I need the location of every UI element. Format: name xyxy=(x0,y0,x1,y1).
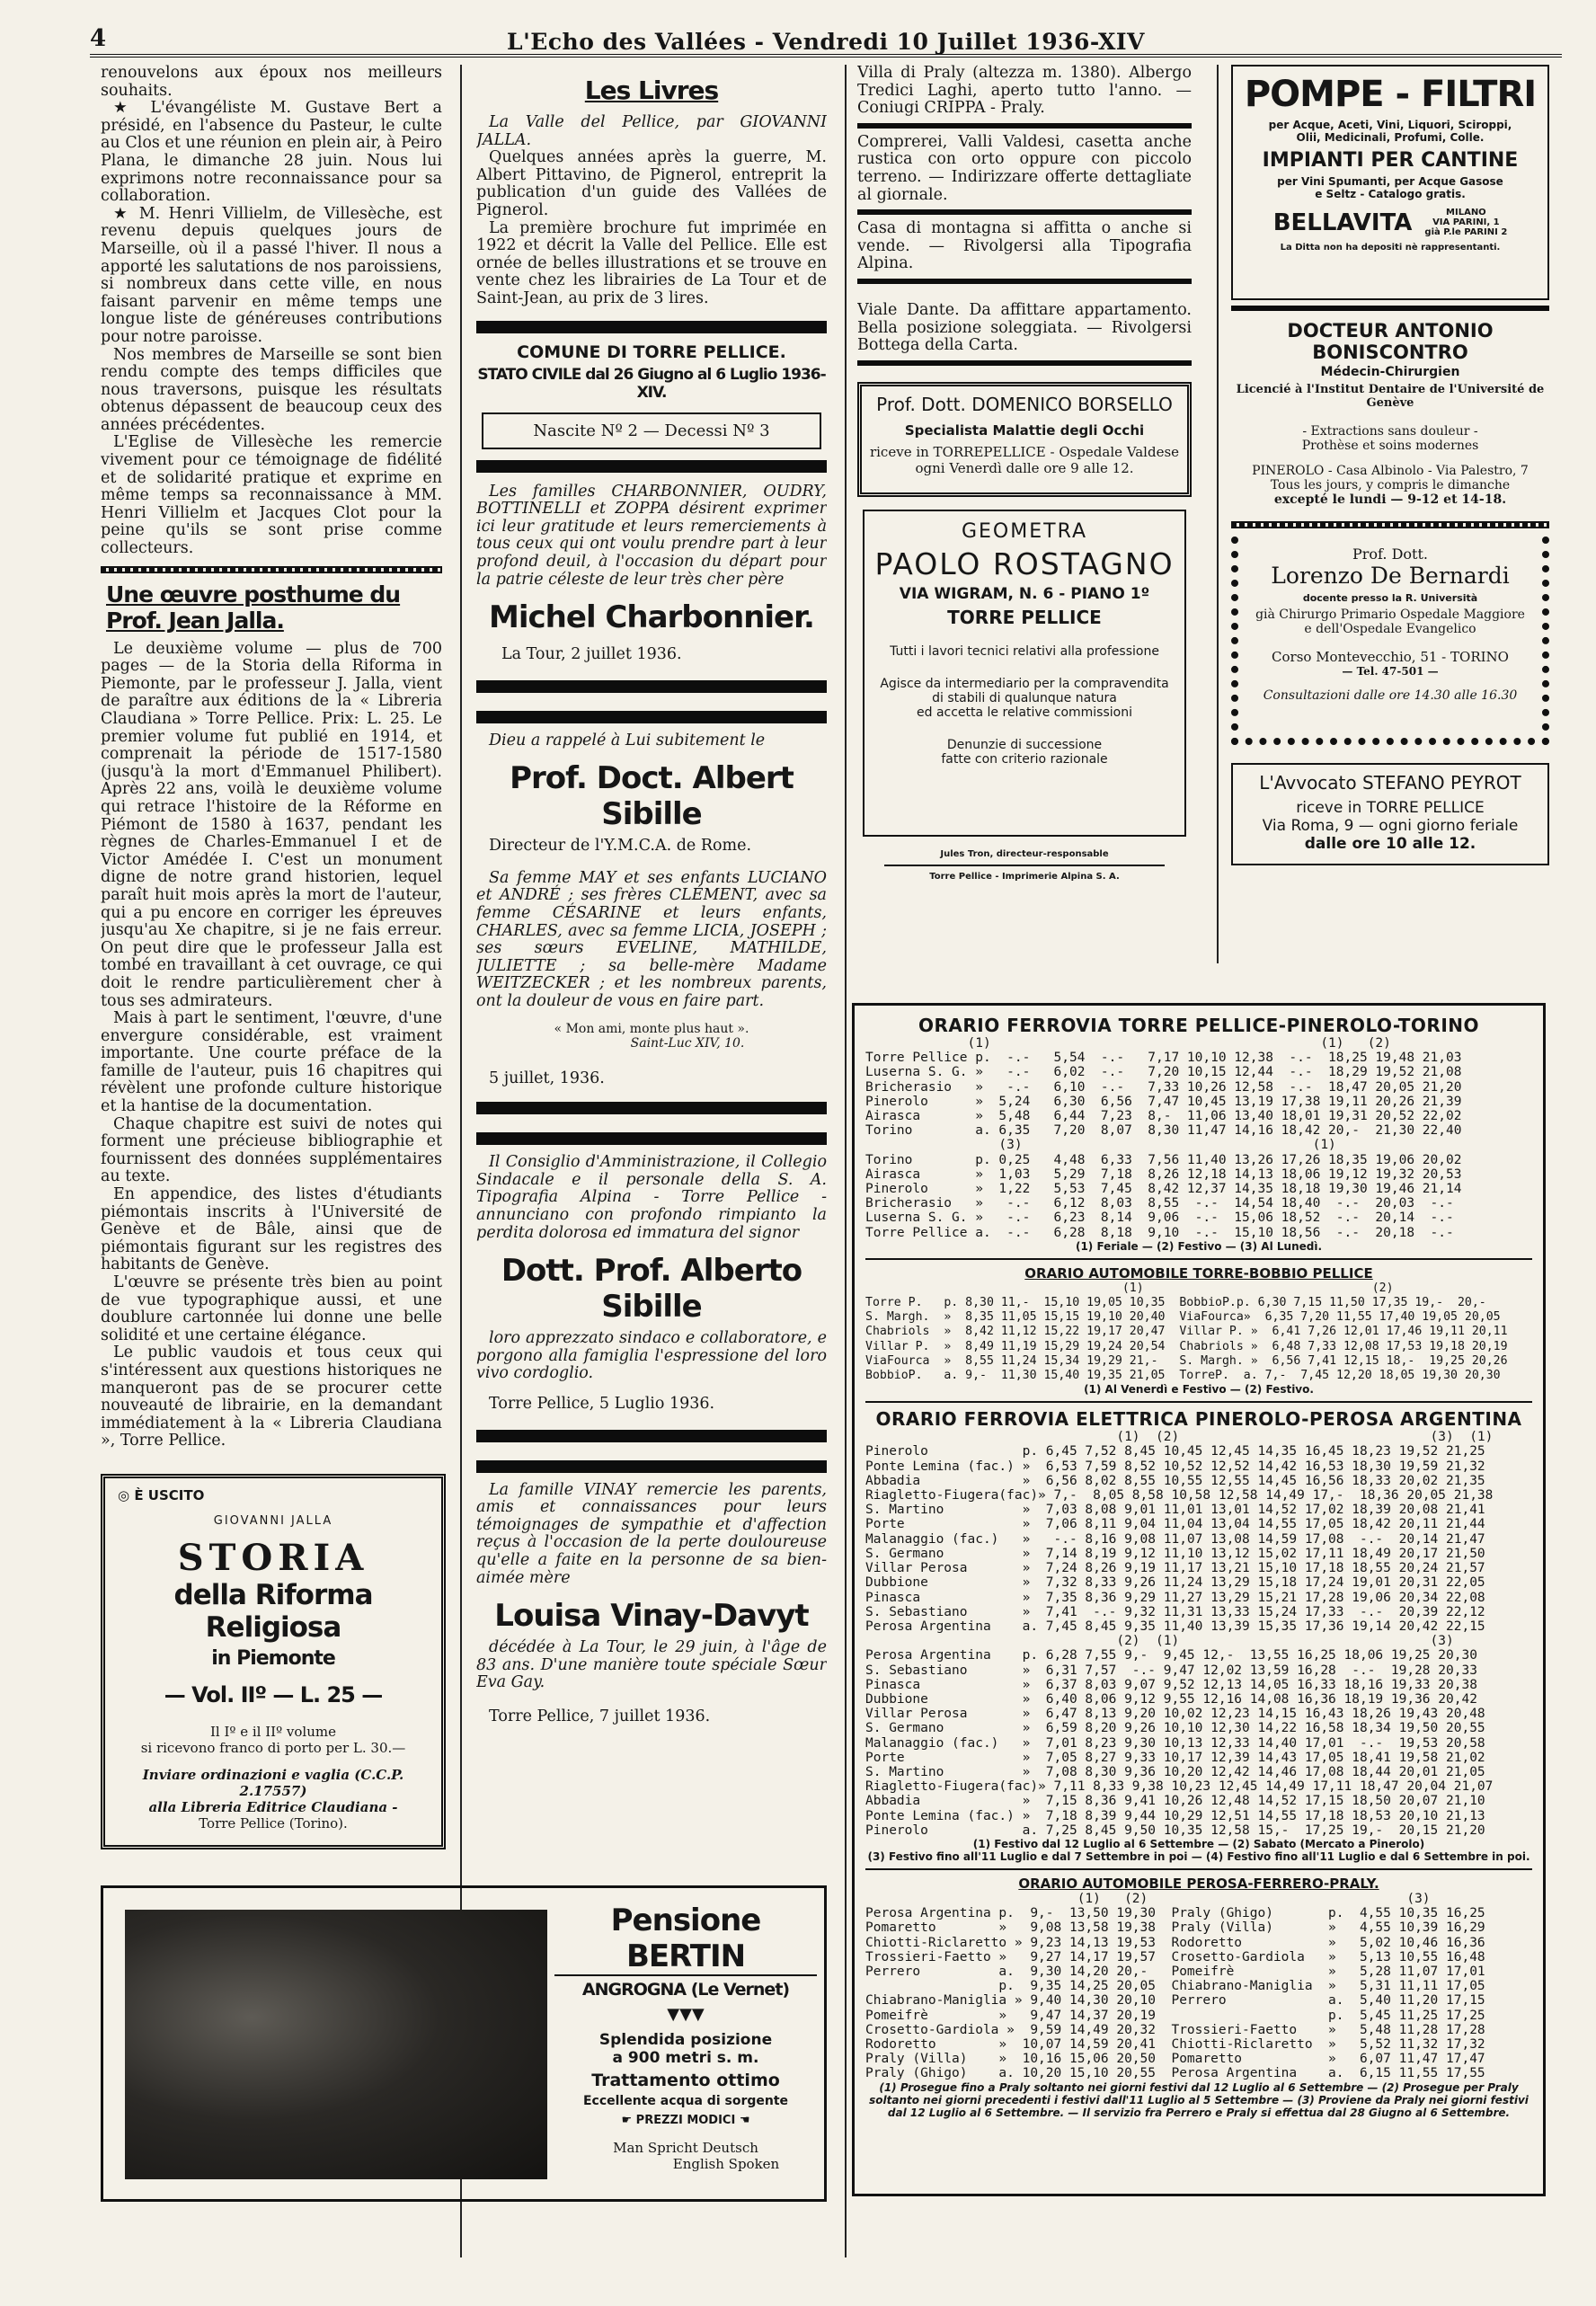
obituary-date: 5 juillet, 1936. xyxy=(489,1069,605,1087)
classified-ad: Viale Dante. Da affittare appartamento. Bella posizione soleggiata. — Rivolgersi Bottega della Carta. xyxy=(857,300,1192,355)
ad-text xyxy=(547,1888,824,2199)
ad-line: Tous les jours, y compris le dimanche xyxy=(1270,478,1511,492)
ad-borsello xyxy=(857,382,1192,497)
obituary-text: Il Consiglio d'Amministrazione, il Collegio Sindacale e il personale della S. A. Tipografia Alpina - Torre Pellice - annunciano con profondo rimpianto la perdita dolorosa ed immatura del signor xyxy=(476,1153,827,1242)
timetable-row: S. Sebastiano » 7,41 -.- 9,32 11,31 13,33 15,24 17,33 -.- 20,39 22,12 xyxy=(865,1604,1485,1619)
timetable-note: (1) Al Venerdì e Festivo — (2) Festivo. xyxy=(1084,1383,1314,1397)
ad-line: già Chirurgo Primario Ospedale Maggiore xyxy=(1255,608,1525,622)
obituary-intro: Dieu a rappelé à Lui subitement le xyxy=(489,731,766,749)
ad-title: Pensione BERTIN xyxy=(554,1902,817,1976)
timetable-row: Chabriols » 8,42 11,12 15,22 19,17 20,47 Villar P. » 6,41 7,26 12,01 17,46 19,11 20,11 xyxy=(865,1325,1508,1339)
separator xyxy=(857,209,1192,215)
separator xyxy=(476,1102,827,1114)
timetable-row: Ponte Lemina (fac.) » 6,53 7,59 8,52 10,52 12,52 14,42 16,53 18,30 19,59 21,32 xyxy=(865,1459,1485,1474)
timetable-row: ViaFourca » 8,55 11,24 15,34 19,29 21,- S. Margh. » 6,56 7,41 12,15 18,- 19,25 20,26 xyxy=(865,1353,1508,1368)
ad-line: Splendida posizione xyxy=(598,2031,773,2049)
timetable-row: Perosa Argentina p. 9,- 13,50 19,30 Praly (Ghigo) p. 4,55 10,35 16,25 xyxy=(865,1906,1485,1921)
obituary-text: loro apprezzato sindaco e collaboratore, e porgono alla famiglia l'espressione del loro vivo cordoglio. xyxy=(476,1329,827,1383)
timetable-row: Pomaretto » 9,08 13,58 19,38 Praly (Villa) » 4,55 10,39 16,29 xyxy=(865,1920,1485,1936)
timetable-note: (1) Prosegue fino a Praly soltanto nei giorni festivi dal 12 Luglio al 6 Settembre — (2) Prosegue per Praly soltanto nei giorni precedenti i festivi dall'11 Luglio al 5 Settembre — (3) Proviene da Praly nei giorni festivi dal 12 Luglio al 6 Settembre. — Il servizio fra Perrero e Praly si effettua dal 28 Giugno al 6 Settembre. xyxy=(869,2080,1529,2119)
paragraph: En appendice, des listes d'étudiants piémontais inscrits à l'Université de Genève et de Bâle, ainsi que de piémontais figurant sur les registres des habitants de Genève. xyxy=(101,1185,442,1274)
obituary-text: La famille VINAY remercie les parents, amis et connaissances pour leurs témoignages de sympathie et d'affection reçus à l'occasion de la perte douloureuse qu'elle a faite en la personne de sa bien-aimée mère xyxy=(476,1480,827,1587)
ad-icon: ◎ xyxy=(118,1487,135,1503)
ad-line: Prothèse et soins modernes xyxy=(1301,439,1479,453)
ad-rostagno xyxy=(863,510,1186,837)
ad-title: Prof. Dott. xyxy=(1352,545,1428,563)
timetable-title: ORARIO AUTOMOBILE TORRE-BOBBIO PELLICE xyxy=(1024,1264,1373,1282)
ad-line: ed accetta le relative commissioni xyxy=(917,705,1132,720)
timetable-row: Rodoretto » 10,07 14,59 20,41 Chiotti-Riclaretto » 5,52 11,32 17,32 xyxy=(865,2036,1485,2052)
ad-de-bernardi xyxy=(1231,537,1549,745)
timetable-row: Malanaggio (fac.) » -.- 8,16 9,08 11,07 13,08 14,59 17,08 -.- 20,14 21,47 xyxy=(865,1531,1485,1547)
paragraph: ★ M. Henri Villielm, de Villesèche, est revenu depuis quelques jours de Marseille, où il a passé l'hiver. Il nous a apporté les salutations de nos paroissiens, si nombreux dans cette ville, en nous faisant parvenir en même temps une longue liste de généreuses contributions pour notre paroisse. xyxy=(101,204,442,346)
paragraph: Le public vaudois et tous ceux qui s'intéressent aux questions historiques ne manqueront pas de se procurer cette nouveauté de librairie, en la demandant immédiatement à la « Libreria Claudiana », Torre Pellice. xyxy=(101,1344,442,1450)
timetable-row: Pinerolo » 5,24 6,30 6,56 7,47 10,45 13,19 17,38 19,11 20,26 21,39 xyxy=(865,1094,1462,1109)
ad-line: Denunzie di successione xyxy=(946,737,1103,752)
ad-line: dalle ore 10 alle 12. xyxy=(1304,835,1476,853)
section-title: Les Livres xyxy=(584,75,719,105)
timetable-row: (2) (1) (3) xyxy=(865,1634,1454,1649)
timetable-row: Crosetto-Gardiola » 9,59 14,49 20,32 Trossieri-Faetto » 5,48 11,28 17,28 xyxy=(865,2022,1485,2037)
ad-title: GEOMETRA xyxy=(961,519,1088,543)
obituary-date: Torre Pellice, 7 juillet 1936. xyxy=(489,1707,711,1725)
ad-line: di stabili di qualunque natura xyxy=(932,690,1117,705)
paragraph: renouvelons aux époux nos meilleurs souhaits. xyxy=(101,65,442,100)
ad-line: La Ditta non ha depositi nè rappresentanti. xyxy=(1280,243,1501,253)
obituary-quote: « Mon ami, monte plus haut ». xyxy=(554,1021,749,1036)
timetable-row: Airasca » 5,48 6,44 7,23 8,- 11,06 13,40 18,01 19,31 20,52 22,02 xyxy=(865,1109,1462,1124)
ad-name: PAOLO ROSTAGNO xyxy=(874,545,1175,581)
timetable-row: Perosa Argentina a. 7,45 8,45 9,35 11,40 13,39 15,35 17,36 19,14 20,42 22,15 xyxy=(865,1619,1485,1634)
timetable-row: Torre Pellice p. -.- 5,54 -.- 7,17 10,10 12,38 -.- 18,25 19,48 21,03 xyxy=(865,1051,1462,1066)
stato-civile: STATO CIVILE dal 26 Giugno al 6 Luglio 1936-XIV. xyxy=(477,365,826,402)
timetable-row: Luserna S. G. » -.- 6,02 -.- 7,20 10,15 12,44 -.- 18,29 19,52 21,08 xyxy=(865,1065,1462,1080)
column-rule xyxy=(1217,65,1219,963)
ad-title: STORIA xyxy=(177,1537,369,1579)
paragraph: La Valle del Pellice, par GIOVANNI JALLA. xyxy=(476,113,827,149)
paragraph: L'Eglise de Villesèche les remercie vivement pour ce témoignage de fidélité et de solidarité pratique et exprime en même temps sa reconnaissance à MM. Henri Villielm et Jacques Clot pour la peine qu'ils se sont prise comme collecteurs. xyxy=(101,433,442,558)
ad-line: — Tel. 47-501 — xyxy=(1342,665,1439,678)
obituary-name: Prof. Doct. Albert Sibille xyxy=(510,760,794,833)
separator xyxy=(1231,521,1549,528)
classified-ad: Casa di montagna si affitta o anche si vende. — Rivolgersi alla Tipografia Alpina. xyxy=(857,219,1192,273)
ad-line: a 900 metri s. m. xyxy=(612,2049,759,2067)
timetable-row: Chiotti-Riclaretto » 9,23 14,13 19,53 Rodoretto » 5,02 10,46 16,36 xyxy=(865,1935,1485,1950)
obituary-text: Sa femme MAY et ses enfants LUCIANO et ANDRÉ ; ses frères CLÉMENT, avec sa femme CÉSARINE et leurs enfants, CHARLES, avec sa femme LICIA, JOSEPH ; ses sœurs EVELINE, MATHILDE, JULIETTE ; sa belle-mère Madame WEITZECKER ; et les nombreux parents, ont la douleur de vous en faire part. xyxy=(476,868,827,1011)
paragraph: L'œuvre se présente très bien au point de vue typographique aussi, et une doublure cartonnée lui donne une belle solidité et une certaine élégance. xyxy=(101,1273,442,1344)
timetable-row: Bricherasio » -.- 6,12 8,03 8,55 -.- 14,54 18,40 -.- 20,03 -.- xyxy=(865,1196,1454,1211)
ad-line: ogni Venerdì dalle ore 9 alle 12. xyxy=(915,459,1134,476)
column-4 xyxy=(1231,65,1549,963)
obituary-ref: Saint-Luc XIV, 10. xyxy=(630,1035,745,1051)
timetable-title: ORARIO FERROVIA ELETTRICA PINEROLO-PEROSA ARGENTINA xyxy=(875,1408,1522,1431)
paragraph: Le deuxième volume — plus de 700 pages — de la Storia della Riforma in Piemonte, par le professeur J. Jalla, vient de paraître aux éditions de la « Libreria Claudiana » Torre Pellice. Prix: L. 25. Le premier volume fut publié en 1914, et comprenait la période de 1517-1580 (jusqu'à la mort d'Emmanuel Philibert). Après 22 ans, voilà le deuxième volume qui retrace l'histoire de la Réforme en Piémont de 1580 à 1637, pendant les règnes de Charles-Emmanuel I et de Victor Amédée I. C'est un monument digne de notre grand historien, lequel paraît huit mois après la mort de l'auteur, qui a pu encore en corriger les épreuves jusqu'au Xe chapitre, si je ne fais erreur. On peut dire que le professeur Jalla est tombé en travaillant à cet ouvrage, ce qui doit le rendre particulièrement cher à tous ses admirateurs. xyxy=(101,639,442,1010)
comune-title: COMUNE DI TORRE PELLICE. xyxy=(517,341,786,362)
imprint: Torre Pellice - Imprimerie Alpina S. A. xyxy=(929,871,1120,882)
timetable-row: Airasca » 1,03 5,29 7,18 8,26 12,18 14,13 18,06 19,12 19,32 20,53 xyxy=(865,1166,1462,1182)
separator xyxy=(857,279,1192,284)
imprint: Jules Tron, directeur-responsable xyxy=(940,848,1109,859)
timetable-row: Dubbione » 6,40 8,06 9,12 9,55 12,16 14,08 16,36 18,19 19,36 20,42 xyxy=(865,1691,1477,1707)
ad-line: si ricevono franco di porto per L. 30.— xyxy=(140,1740,406,1756)
brand-name: BELLAVITA xyxy=(1272,208,1413,236)
timetable-row: Villar P. » 8,49 11,19 15,29 19,24 20,54 Chabriols » 6,48 7,33 12,08 17,53 19,18 20,19 xyxy=(865,1339,1508,1353)
timetable-row: Dubbione » 7,32 8,33 9,26 11,24 13,29 15,18 17,24 19,01 20,31 22,05 xyxy=(865,1575,1485,1591)
masthead: L'Echo des Vallées - Vendredi 10 Juillet 1936-XIV xyxy=(507,29,1145,55)
separator xyxy=(857,360,1192,366)
ad-line: IMPIANTI PER CANTINE xyxy=(1262,149,1519,172)
births-deaths-box: Nascite Nº 2 — Decessi Nº 3 xyxy=(482,412,821,449)
timetable-row: Torre P. p. 8,30 11,- 15,10 19,05 10,35 BobbioP.p. 6,30 7,15 11,50 17,35 19,- 20,- xyxy=(865,1296,1486,1310)
separator xyxy=(865,1868,1532,1870)
paragraph: Chaque chapitre est suivi de notes qui forment une précieuse bibliographie et fournissent des données supplémentaires au texte. xyxy=(101,1114,442,1186)
ad-line: Olii, Medicinali, Profumi, Colle. xyxy=(1296,131,1485,144)
ad-line: per Acque, Aceti, Vini, Liquori, Sciroppi, xyxy=(1268,119,1512,131)
ad-line: riceve in TORREPELLICE - Ospedale Valdese xyxy=(869,443,1180,460)
ad-storia-riforma xyxy=(101,1474,446,1849)
paragraph: Nos membres de Marseille se sont bien rendu compte des temps difficiles que nous traversons, puisque les résultats obtenus dépassent de beaucoup ceux des années précédentes. xyxy=(101,345,442,434)
separator xyxy=(476,321,827,333)
separator xyxy=(476,460,827,473)
timetable-row: (1) (2) xyxy=(865,1281,1394,1295)
timetable-row: Torino p. 0,25 4,48 6,33 7,56 11,40 13,26 17,26 18,35 19,06 20,02 xyxy=(865,1152,1462,1167)
timetable-row: Pinasca » 7,35 8,36 9,29 11,27 13,29 15,21 17,28 19,06 20,34 22,08 xyxy=(865,1590,1485,1605)
paragraph: ★ L'évangéliste M. Gustave Bert a présidé, en l'absence du Pasteur, le culte au Clos et une réunion en plein air, à Peiro Plana, le dimanche 28 juin. Nous lui exprimons notre reconnaissance pour sa collaboration. xyxy=(101,99,442,206)
timetable-row: Villar Perosa » 6,47 8,13 9,20 10,02 12,23 14,15 16,43 18,26 19,43 20,48 xyxy=(865,1707,1485,1722)
ad-line: Médecin-Chirurgien xyxy=(1320,365,1460,379)
ad-line: alla Libreria Editrice Claudiana - xyxy=(148,1799,398,1815)
ad-bonisconti xyxy=(1231,316,1549,510)
ad-line: Man Spricht Deutsch xyxy=(613,2140,758,2156)
timetable-row: (1) (2) (3) (1) xyxy=(865,1430,1494,1445)
obituary-date: Torre Pellice, 5 Luglio 1936. xyxy=(489,1394,715,1413)
timetable-row: Villar Perosa » 7,24 8,26 9,19 11,17 13,21 15,10 17,18 18,55 20,24 21,57 xyxy=(865,1561,1485,1576)
ad-line: English Spoken xyxy=(672,2156,780,2172)
timetable-row: Porte » 7,06 8,11 9,04 11,04 13,04 14,55 17,05 18,42 20,11 21,44 xyxy=(865,1517,1485,1532)
timetable-row: S. Martino » 7,08 8,30 9,36 10,20 12,42 14,46 17,08 18,44 20,01 21,05 xyxy=(865,1764,1485,1779)
timetable-row: Pinerolo » 1,22 5,53 7,45 8,42 12,37 14,35 18,18 19,30 19,46 21,14 xyxy=(865,1182,1462,1197)
separator xyxy=(857,123,1192,129)
classified-ad: Comprerei, Valli Valdesi, casetta anche rustica con orto oppure con piccolo terreno. — Indirizzare offerte dettagliate al giornale. xyxy=(857,132,1192,204)
separator xyxy=(476,1460,827,1473)
column-rule xyxy=(845,65,847,2257)
ad-name: Prof. Dott. DOMENICO BORSELLO xyxy=(876,393,1173,415)
paragraph: La première brochure fut imprimée en 1922 et décrit la Valle del Pellice. Elle est ornée de belles illustrations et se trouve en vente chez les librairies de La Tour et de Saint-Jean, au prix de 3 lires. xyxy=(476,218,827,307)
ad-line: Via Roma, 9 — ogni giorno feriale xyxy=(1262,817,1519,835)
ad-volume: — Vol. IIº — L. 25 — xyxy=(164,1682,383,1707)
timetable-row: Riagletto-Fiugera(fac)» 7,- 8,05 8,58 10,58 12,58 14,49 17,- 18,36 20,05 21,38 xyxy=(865,1488,1494,1503)
timetable-bus-praly xyxy=(865,1892,1532,2081)
brand-address: MILANO VIA PARINI, 1 già P.le PARINI 2 xyxy=(1424,208,1508,237)
timetable-bus-bobbio xyxy=(865,1282,1532,1383)
obituary-text: Les familles CHARBONNIER, OUDRY, BOTTINELLI et ZOPPA désirent exprimer ici leur gratitude et leurs remerciements à tous ceux qui ont voulu prendre part à leur profond deuil, à l'occasion du départ pour la patrie céleste de leur très cher père xyxy=(476,482,827,589)
ad-name: Lorenzo De Bernardi xyxy=(1271,563,1510,589)
timetable-row: Chiabrano-Maniglia » 9,40 14,30 20,10 Perrero a. 5,40 11,20 17,15 xyxy=(865,1993,1485,2009)
ad-line: Agisce da intermediario per la compravendita xyxy=(880,676,1169,691)
page-number: 4 xyxy=(90,25,107,52)
ad-line: Consultazioni dalle ore 14.30 alle 16.30 xyxy=(1263,688,1518,703)
separator xyxy=(1231,306,1549,311)
timetable-row: Pinerolo p. 6,45 7,52 8,45 10,45 12,45 14,35 16,45 18,23 19,52 21,25 xyxy=(865,1444,1485,1459)
ad-line: Specialista Malattie degli Occhi xyxy=(904,421,1145,439)
column-2 xyxy=(476,65,827,1889)
timetable-row: Trossieri-Faetto » 9,27 14,17 19,57 Crosetto-Gardiola » 5,13 10,55 16,48 xyxy=(865,1949,1485,1965)
separator xyxy=(476,1430,827,1442)
ad-line: ANGROGNA (Le Vernet) xyxy=(581,1980,790,2000)
timetable-row: (1) (1) (2) xyxy=(865,1036,1391,1051)
ad-line: PINEROLO - Casa Albinolo - Via Palestro, 7 xyxy=(1252,464,1529,478)
ad-line: fatte con criterio razionale xyxy=(941,751,1108,767)
ad-line: ☛ PREZZI MODICI ☚ xyxy=(621,2114,750,2127)
ad-line: Tutti i lavori tecnici relativi alla professione xyxy=(890,643,1159,659)
timetable-note: (3) Festivo fino all'11 Luglio e dal 7 Settembre in poi — (4) Festivo fino all'11 Luglio e dal 6 Settembre in poi. xyxy=(867,1849,1530,1863)
ad-line: Licencié à l'Institut Dentaire de l'Université de Genève xyxy=(1236,383,1545,410)
timetable-row: S. Germano » 7,14 8,19 9,12 11,10 13,12 15,02 17,11 18,49 20,17 21,50 xyxy=(865,1546,1485,1561)
timetable-row: Praly (Ghigo) a. 10,20 15,10 20,55 Perosa Argentina a. 6,15 11,55 17,55 xyxy=(865,2066,1485,2081)
obituary-text: décédée à La Tour, le 29 juin, à l'âge de 83 ans. D'une manière toute spéciale Sœur Eva Gay. xyxy=(476,1638,827,1692)
timetable-row: Praly (Villa) » 10,16 15,06 20,50 Pomaretto » 6,07 11,47 17,47 xyxy=(865,2052,1485,2067)
article-title: Une œuvre posthume du Prof. Jean Jalla. xyxy=(106,581,401,634)
timetable-row: Abbadia » 6,56 8,02 8,55 10,55 12,55 14,45 16,56 18,33 20,02 21,35 xyxy=(865,1473,1485,1488)
timetable-row: Abbadia » 7,15 8,36 9,41 10,26 12,48 14,52 17,15 18,50 20,07 21,10 xyxy=(865,1794,1485,1809)
timetable-row: Perrero a. 9,30 14,20 20,- Pomeifrè » 5,28 11,07 17,01 xyxy=(865,1964,1485,1979)
timetable-row: (3) (1) xyxy=(865,1138,1336,1153)
timetable-train-torre-pinerolo xyxy=(865,1036,1532,1240)
ad-subtitle: della Riforma Religiosa xyxy=(173,1579,373,1644)
ad-line: VIA WIGRAM, N. 6 - PIANO 1º xyxy=(899,584,1150,603)
obituary-date: La Tour, 2 juillet 1936. xyxy=(501,645,682,664)
timetable-row: Luserna S. G. » -.- 6,23 8,14 9,06 -.- 15,06 18,52 -.- 20,14 -.- xyxy=(865,1211,1454,1226)
timetable-row: (1) (2) (3) xyxy=(865,1891,1431,1906)
ad-name: DOCTEUR ANTONIO BONISCONTRO xyxy=(1287,320,1494,363)
timetable-row: Torino a. 6,35 7,20 8,07 8,30 11,47 14,16 18,42 20,- 21,30 22,40 xyxy=(865,1123,1462,1139)
ad-line: docente presso la R. Università xyxy=(1302,592,1478,604)
ad-tag: ◎ È USCITO xyxy=(118,1487,205,1503)
ad-pompe-filtri xyxy=(1231,65,1549,300)
ad-author: GIOVANNI JALLA xyxy=(213,1514,333,1528)
column-1 xyxy=(101,65,442,1467)
timetable-row: Perosa Argentina p. 6,28 7,55 9,- 9,45 12,- 13,55 16,25 18,06 19,25 20,30 xyxy=(865,1648,1477,1663)
obituary-role: Directeur de l'Y.M.C.A. de Rome. xyxy=(489,837,752,856)
ad-title: POMPE - FILTRI xyxy=(1244,74,1537,115)
timetable-row: S. Sebastiano » 6,31 7,57 -.- 9,47 12,02 13,59 16,28 -.- 19,28 20,33 xyxy=(865,1663,1477,1678)
separator xyxy=(101,566,442,573)
timetable-row: Malanaggio (fac.) » 7,01 8,23 9,30 10,13 12,33 14,40 17,01 -.- 19,53 20,58 xyxy=(865,1735,1485,1751)
ad-line: Il Iº e il IIº volume xyxy=(210,1724,336,1740)
timetable-row: Bricherasio » -.- 6,10 -.- 7,33 10,26 12,58 -.- 18,47 20,05 21,20 xyxy=(865,1079,1462,1095)
timetable-train-perosa xyxy=(865,1430,1532,1838)
ornament-icon: ▼▼▼ xyxy=(667,2005,705,2024)
ad-bellavita xyxy=(1237,208,1544,237)
ad-peyrot xyxy=(1231,763,1549,865)
page-header xyxy=(90,23,1562,58)
timetable-row: S. Margh. » 8,35 11,05 15,15 19,10 20,40 ViaFourca» 6,35 7,20 11,55 17,40 19,05 20,05 xyxy=(865,1310,1501,1325)
paragraph: Mais à part le sentiment, l'œuvre, d'une envergure considérable, est vraiment importante. Une courte préface de la famille de l'auteur, puis 16 chapitres qui révèlent une profonde culture historique et la hantise de la documentation. xyxy=(101,1009,442,1116)
timetable-note: (1) Festivo dal 12 Luglio al 6 Settembre — (2) Sabato (Mercato a Pinerolo) xyxy=(972,1837,1425,1850)
timetable-row: p. 9,35 14,25 20,05 Chiabrano-Maniglia » 5,31 11,11 17,05 xyxy=(865,1979,1485,1994)
timetable-row: BobbioP. a. 9,- 11,30 15,40 19,35 21,05 TorreP. a. 7,- 7,45 12,20 18,05 19,30 20,30 xyxy=(865,1369,1501,1383)
timetable-row: S. Germano » 6,59 8,20 9,26 10,10 12,30 14,22 16,58 18,34 19,50 20,55 xyxy=(865,1721,1485,1736)
separator xyxy=(476,680,827,693)
ad-name: L'Avvocato STEFANO PEYROT xyxy=(1259,772,1521,794)
separator xyxy=(476,711,827,723)
column-3 xyxy=(857,65,1192,999)
ad-line: Corso Montevecchio, 51 - TORINO xyxy=(1272,649,1509,665)
ad-line: riceve in TORRE PELLICE xyxy=(1296,799,1485,817)
ad-line: Trattamento ottimo xyxy=(591,2071,780,2090)
obituary-name: Dott. Prof. Alberto Sibille xyxy=(501,1253,802,1326)
timetable-row: Torre Pellice a. -.- 6,28 8,18 9,10 -.- 15,10 18,56 -.- 20,18 -.- xyxy=(865,1225,1454,1240)
ad-line: Inviare ordinazioni e vaglia (C.C.P. 2.17557) xyxy=(142,1767,404,1799)
ad-pensione-bertin xyxy=(101,1885,827,2202)
separator xyxy=(865,1258,1532,1260)
timetable-row: Porte » 7,05 8,27 9,33 10,17 12,39 14,43 17,05 18,41 19,58 21,02 xyxy=(865,1750,1485,1765)
ad-line: - Extractions sans douleur - xyxy=(1302,424,1478,439)
ad-line: excepté le lundi — 9-12 et 14-18. xyxy=(1273,492,1507,507)
paragraph: Quelques années après la guerre, M. Albert Pittavino, de Pignerol, entreprit la publication d'un guide des Vallées de Pignerol. xyxy=(476,148,827,219)
ad-line: Eccellente acqua di sorgente xyxy=(582,2094,789,2108)
timetable-row: Pinasca » 6,37 8,03 9,07 9,52 12,13 14,05 16,33 18,16 19,33 20,38 xyxy=(865,1677,1477,1692)
timetable-row: Pinerolo a. 7,25 8,45 9,50 10,35 12,58 15,- 17,25 19,- 20,15 21,20 xyxy=(865,1823,1485,1838)
obituary-name: Louisa Vinay-Davyt xyxy=(494,1598,809,1635)
timetable-row: Riagletto-Fiugera(fac)» 7,11 8,33 9,38 10,23 12,45 14,49 17,11 18,47 20,04 21,07 xyxy=(865,1779,1494,1795)
timetable-title: ORARIO AUTOMOBILE PEROSA-FERRERO-PRALY. xyxy=(1018,1875,1379,1892)
ad-subtitle: in Piemonte xyxy=(211,1647,335,1670)
ad-line: Torre Pellice (Torino). xyxy=(199,1815,348,1831)
timetables xyxy=(852,1003,1546,2196)
separator xyxy=(865,1401,1532,1403)
ad-line: per Vini Spumanti, per Acque Gasose xyxy=(1277,175,1503,188)
ad-line: TORRE PELLICE xyxy=(947,606,1102,628)
timetable-note: (1) Feriale — (2) Festivo — (3) Al Lunedì. xyxy=(1075,1239,1323,1253)
timetable-title: ORARIO FERROVIA TORRE PELLICE-PINEROLO-TORINO xyxy=(918,1015,1479,1036)
ad-line: e dell'Ospedale Evangelico xyxy=(1304,622,1476,636)
separator xyxy=(884,865,1165,866)
obituary-name: Michel Charbonnier. xyxy=(489,599,814,636)
timetable-row: S. Martino » 7,03 8,08 9,01 11,01 13,01 14,52 17,02 18,39 20,08 21,41 xyxy=(865,1503,1485,1518)
timetable-row: Pomeifrè » 9,47 14,37 20,19 p. 5,45 11,25 17,25 xyxy=(865,2008,1485,2023)
classified-ad: Villa di Praly (altezza m. 1380). Albergo Tredici Laghi, aperto tutto l'anno. — Coniugi CRIPPA - Praly. xyxy=(857,65,1192,118)
ad-line: e Seltz - Catalogo gratis. xyxy=(1315,188,1466,200)
timetable-row: Ponte Lemina (fac.) » 7,18 8,39 9,44 10,29 12,51 14,55 17,18 18,53 20,10 21,13 xyxy=(865,1808,1485,1823)
separator xyxy=(476,1132,827,1145)
landscape-photo xyxy=(125,1910,547,2179)
